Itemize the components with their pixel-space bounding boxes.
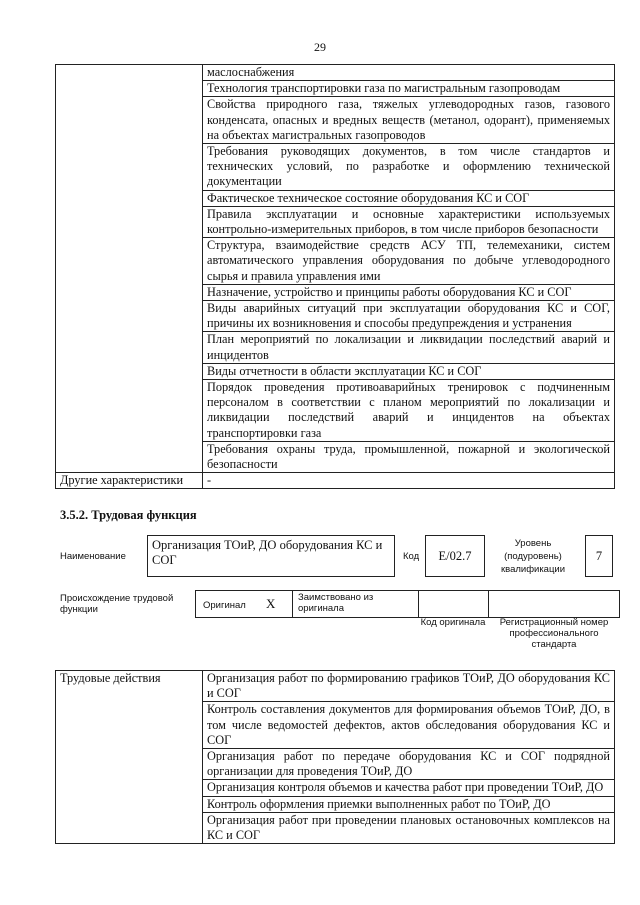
actions-table [55, 670, 615, 844]
knowledge-item: Требования руководящих документов, в том числе стандартов и технических условий, по разработке и оформлению технической документации [203, 144, 615, 191]
name-label: Наименование [60, 551, 126, 562]
code-value-box: E/02.7 [425, 535, 485, 577]
page-number: 29 [314, 40, 326, 54]
section-heading: 3.5.2. Трудовая функция [60, 508, 197, 522]
level-value-box: 7 [585, 535, 613, 577]
knowledge-item: Свойства природного газа, тяжелых углеводородных газов, газового конденсата, опасных и вредных веществ (метанол, одорант), применяемых на объектах магистральных газопроводов [203, 97, 615, 144]
knowledge-item: Структура, взаимодействие средств АСУ ТП, телемеханики, систем автоматического управления оборудования по добыче углеводородного сырья и правила управления ими [203, 238, 615, 285]
table-label-cell [56, 65, 203, 473]
table-row [56, 65, 615, 81]
original-mark: X [266, 596, 276, 611]
action-item: Организация контроля объемов и качества работ при проведении ТОиР, ДО [203, 780, 615, 796]
action-item: Контроль оформления приемки выполненных работ по ТОиР, ДО [203, 796, 615, 812]
knowledge-item: Технология транспортировки газа по магистральным газопроводам [203, 81, 615, 97]
knowledge-item: Правила эксплуатации и основные характеристики используемых контрольно-измерительных приборов, в том числе приборов безопасности [203, 206, 615, 237]
table-row [56, 473, 615, 489]
knowledge-item: Требования охраны труда, промышленной, пожарной и экологической безопасности [203, 441, 615, 472]
level-label: Уровень (подуровень) квалификации [500, 538, 566, 575]
table-row [56, 671, 615, 702]
origin-divider [292, 590, 293, 618]
action-item: Контроль составления документов для формирования объемов ТОиР, ДО, в том числе ведомостей дефектов, актов обследования оборудования КС и СОГ [203, 702, 615, 749]
original-label: Оригинал [203, 600, 246, 611]
code-caption: Код оригинала [420, 617, 486, 628]
action-item: Организация работ при проведении плановых остановочных комплексов на КС и СОГ [203, 812, 615, 843]
knowledge-item: Порядок проведения противоаварийных тренировок с подчиненным персоналом в соответствии с планом мероприятий по локализации и ликвидации последствий аварий и инцидентов на объектах транспортировки газа [203, 380, 615, 442]
actions-label: Трудовые действия [56, 671, 203, 844]
action-item: Организация работ по формированию графиков ТОиР, ДО оборудования КС и СОГ [203, 671, 615, 702]
code-label: Код [403, 551, 420, 562]
function-name-box: Организация ТОиР, ДО оборудования КС и СОГ [147, 535, 395, 577]
reg-caption: Регистрационный номер профессионального стандарта [499, 617, 609, 650]
knowledge-item: План мероприятий по локализации и ликвидации последствий аварий и инцидентов [203, 332, 615, 363]
knowledge-item: Виды аварийных ситуаций при эксплуатации оборудования КС и СОГ, причины их возникновения и способы предупреждения и устранения [203, 301, 615, 332]
origin-divider [488, 590, 489, 618]
origin-label: Происхождение трудовой функции [60, 593, 174, 615]
other-characteristics-value: - [203, 473, 615, 489]
other-characteristics-label: Другие характеристики [56, 473, 203, 489]
knowledge-item: Виды отчетности в области эксплуатации КС и СОГ [203, 363, 615, 379]
knowledge-item: Назначение, устройство и принципы работы оборудования КС и СОГ [203, 284, 615, 300]
borrowed-label: Заимствовано из оригинала [298, 592, 374, 614]
knowledge-table [55, 64, 615, 489]
origin-divider [418, 590, 419, 618]
knowledge-item: Фактическое техническое состояние оборудования КС и СОГ [203, 190, 615, 206]
action-item: Организация работ по передаче оборудования КС и СОГ подрядной организации для проведения ТОиР, ДО [203, 749, 615, 780]
knowledge-item: маслоснабжения [203, 65, 615, 81]
